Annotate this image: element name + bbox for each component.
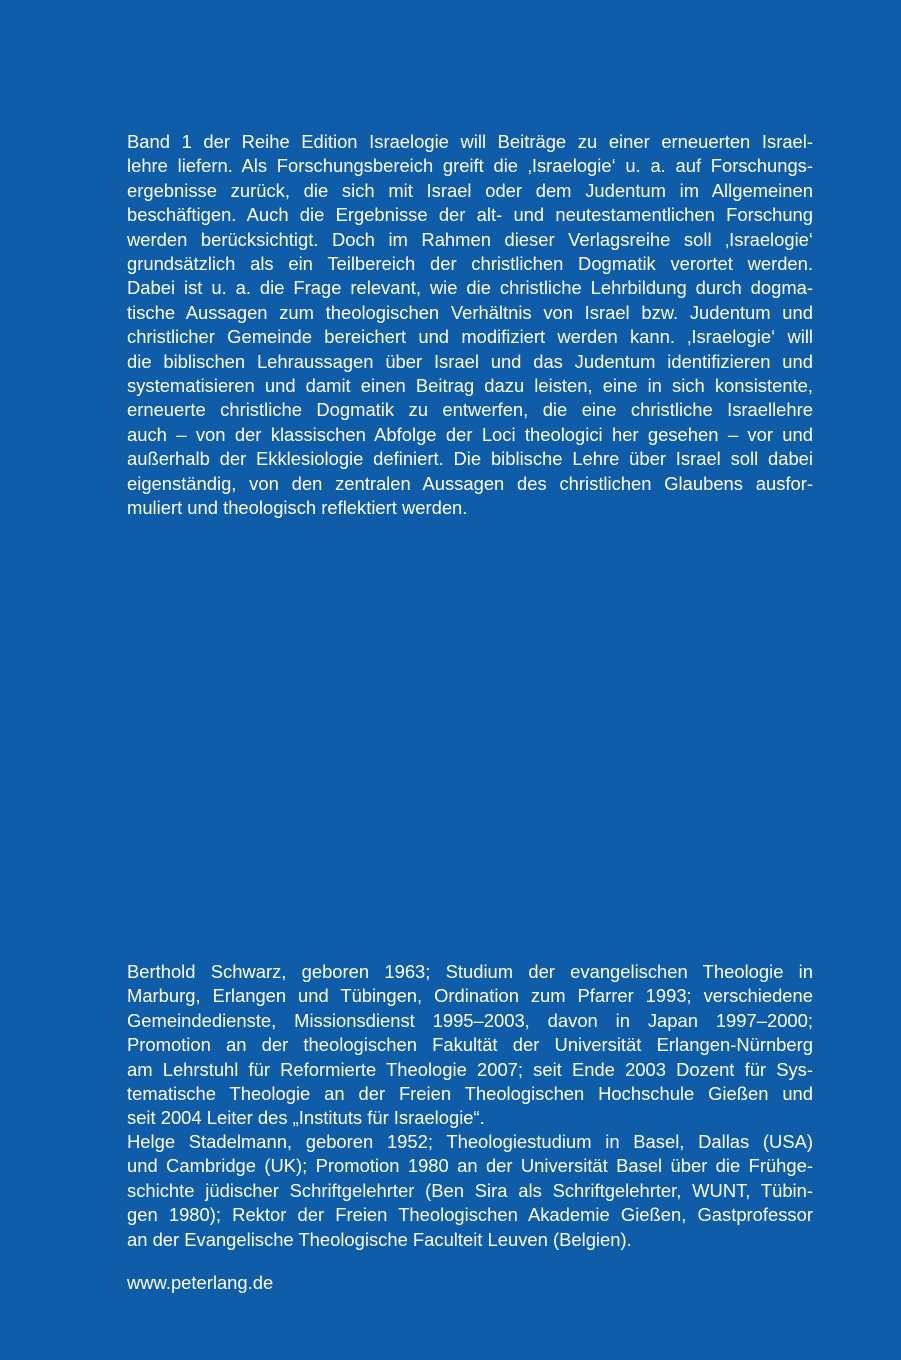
text-line: schichte jüdischer Schriftgelehrter (Ben Sira als Schriftgelehrter, WUNT, Tübin- (127, 1179, 813, 1201)
text-line: seit 2004 Leiter des „Instituts für Israelogie“. (127, 1107, 485, 1129)
text-line: ergebnisse zurück, die sich mit Israel oder dem Judentum im Allgemeinen (127, 179, 813, 201)
text-line: Dabei ist u. a. die Frage relevant, wie die christliche Lehrbildung durch dogma- (127, 277, 813, 299)
text-line: die biblischen Lehraussagen über Israel und das Judentum identifizieren und (127, 350, 813, 372)
text-line: Band 1 der Reihe Edition Israelogie will Beiträge zu einer erneuerten Israel- (127, 131, 813, 152)
text-line: Berthold Schwarz, geboren 1963; Studium der evangelischen Theologie in (127, 961, 813, 982)
text-line: muliert und theologisch reflektiert werden. (127, 497, 468, 519)
text-line: außerhalb der Ekklesiologie definiert. Die biblische Lehre über Israel soll dabei (127, 448, 813, 470)
text-line: christlicher Gemeinde bereichert und modifiziert werden kann. ‚Israelogie‘ will (127, 326, 813, 348)
text-line: Promotion an der theologischen Fakultät der Universität Erlangen-Nürnberg (127, 1034, 813, 1056)
text-line: grundsätzlich als ein Teilbereich der christlichen Dogmatik verortet werden. (127, 253, 813, 275)
text-line: werden berücksichtigt. Doch im Rahmen dieser Verlagsreihe soll ‚Israelogie‘ (127, 228, 813, 250)
text-line: eigenständig, von den zentralen Aussagen des christlichen Glaubens ausfor- (127, 472, 813, 494)
text-line: am Lehrstuhl für Reformierte Theologie 2007; seit Ende 2003 Dozent für Sys- (127, 1058, 813, 1080)
publisher-url: www.peterlang.de (127, 1272, 274, 1293)
text-line: auch – von der klassischen Abfolge der Loci theologici her gesehen – vor und (127, 423, 813, 445)
text-line: gen 1980); Rektor der Freien Theologischen Akademie Gießen, Gastprofessor (127, 1204, 813, 1226)
text-line: an der Evangelische Theologische Faculteit Leuven (Belgien). (127, 1228, 632, 1250)
text-line: Gemeindedienste, Missionsdienst 1995–2003, davon in Japan 1997–2000; (127, 1009, 813, 1031)
text-line: und Cambridge (UK); Promotion 1980 an der Universität Basel über die Frühge- (127, 1155, 813, 1177)
text-line: tische Aussagen zum theologischen Verhältnis von Israel bzw. Judentum und (127, 301, 813, 323)
text-line: lehre liefern. Als Forschungsbereich greift die ‚Israelogie‘ u. a. auf Forschungs- (127, 155, 813, 177)
text-line: systematisieren und damit einen Beitrag dazu leisten, eine in sich konsistente, (127, 375, 813, 397)
text-line: tematische Theologie an der Freien Theologischen Hochschule Gießen und (127, 1083, 813, 1105)
author-bio-stadelmann (127, 1130, 813, 1252)
text-line: erneuerte christliche Dogmatik zu entwerfen, die eine christliche Israellehre (127, 399, 813, 421)
series-description (127, 130, 813, 521)
text-line: Helge Stadelmann, geboren 1952; Theologiestudium in Basel, Dallas (USA) (127, 1131, 813, 1152)
text-line: beschäftigen. Auch die Ergebnisse der alt- und neutestamentlichen Forschung (127, 204, 813, 226)
author-bio-schwarz (127, 960, 813, 1131)
text-line: Marburg, Erlangen und Tübingen, Ordination zum Pfarrer 1993; verschiedene (127, 985, 813, 1007)
